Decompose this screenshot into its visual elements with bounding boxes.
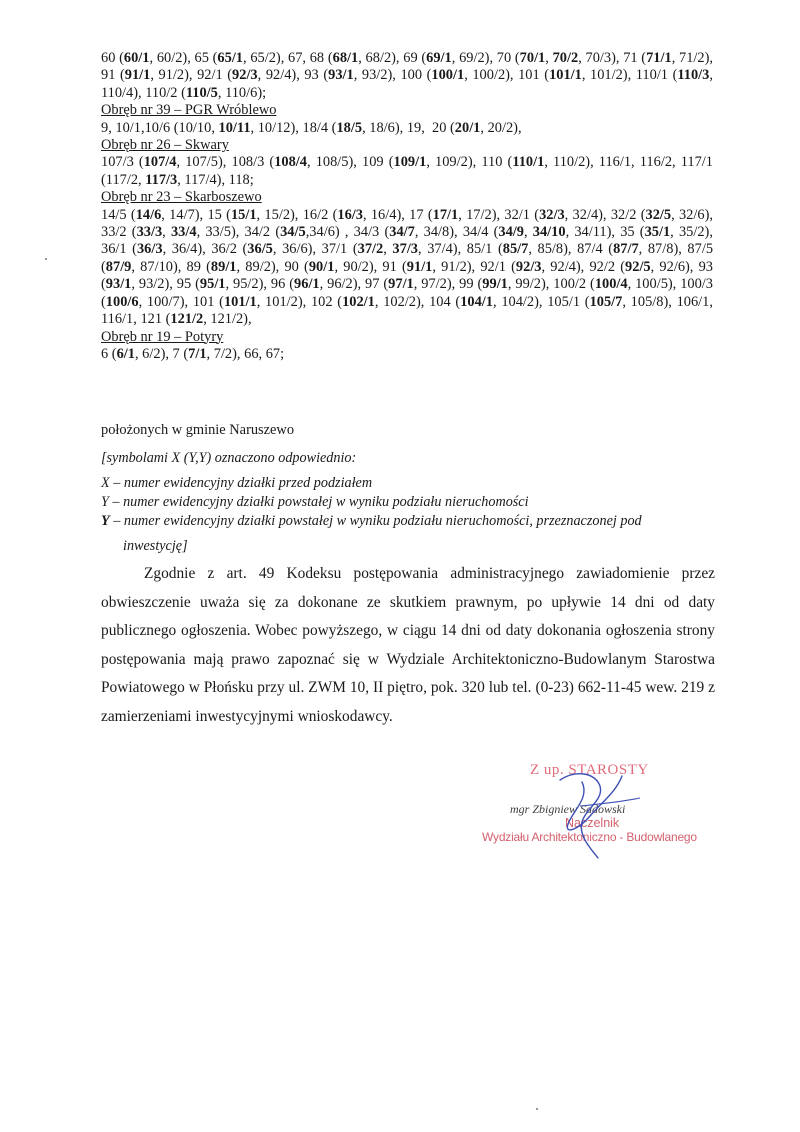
plot-number-for-investment: 110/5 <box>185 84 218 101</box>
plot-number-for-investment: 92/5 <box>625 258 651 275</box>
plot-number-for-investment: 60/1 <box>123 50 150 66</box>
plot-number-for-investment: 99/1 <box>482 276 508 293</box>
plot-number-for-investment: 68/1 <box>332 50 359 66</box>
plot-number-for-investment: 92/3 <box>232 67 258 84</box>
plot-number-for-investment: 34/9 <box>498 224 524 241</box>
plot-number-for-investment: 16/3 <box>337 206 363 223</box>
plot-number-for-investment: 96/1 <box>294 276 320 293</box>
plot-numbers-line: 107/3 (107/4, 107/5), 108/3 (108/4, 108/5), 109 (109/1, 109/2), 110 (110/1, 110/2), 116/1, 116/2, 117/1 (117/2, 117/3, 117/4), 118; <box>101 154 713 188</box>
plot-number-for-investment: 87/7 <box>613 241 639 258</box>
plot-numbers-line: 6 (6/1, 6/2), 7 (7/1, 7/2), 66, 67; <box>101 345 285 362</box>
plot-number-for-investment: 117/3 <box>145 171 178 188</box>
location-line: położonych w gminie Naruszewo <box>101 422 295 438</box>
plot-number-for-investment: 93/1 <box>105 276 132 293</box>
legend-intro: [symbolami X (Y,Y) oznaczono odpowiednio: <box>101 450 357 466</box>
plot-number-for-investment: 100/1 <box>431 67 465 84</box>
plot-number-for-investment: 108/4 <box>274 154 307 171</box>
stamp-position: Naczelnik <box>565 816 620 830</box>
plot-number-for-investment: 91/1 <box>124 67 151 84</box>
plot-number-for-investment: 71/1 <box>646 50 672 66</box>
plot-number-for-investment: 95/1 <box>199 276 226 293</box>
plot-number-for-investment: 6/1 <box>116 345 135 362</box>
plot-number-for-investment: 14/6 <box>135 206 162 223</box>
legend-y-bold-label: Y <box>101 513 110 529</box>
plot-number-for-investment: 36/5 <box>247 241 273 258</box>
plot-numbers-line: 60 (60/1, 60/2), 65 (65/1, 65/2), 67, 68 (68/1, 68/2), 69 (69/1, 69/2), 70 (70/1, 70/2, 70/3), 71 (71/1, 71/2), 91 (91/1, 91/2), 92/1 (92/3, 92/4), 93 (93/1, 93/2), 100 (100/1, 100/2), 101 (101/1, 101/2), 110/1 (110/3, 110/4), 110/2 (110/5, 110/6); <box>101 50 713 101</box>
plot-number-for-investment: 102/1 <box>342 293 375 310</box>
plot-number-for-investment: 34/10 <box>532 224 566 241</box>
legend-y-bold-text: – numer ewidencyjny działki powstałej w wyniku podziału nieruchomości, przeznaczonej pod <box>109 513 642 529</box>
plot-number-for-investment: 105/7 <box>589 293 623 310</box>
plot-number-for-investment: 18/5 <box>336 119 363 136</box>
scan-speck <box>45 258 47 260</box>
plot-number-for-investment: 33/3 <box>136 224 163 241</box>
legend-y-bold-line <box>101 512 715 531</box>
symbol-legend <box>101 449 715 556</box>
plot-number-for-investment: 100/4 <box>594 276 628 293</box>
plot-number-for-investment: 89/1 <box>210 258 237 275</box>
plot-number-for-investment: 90/1 <box>308 258 335 275</box>
plot-number-for-investment: 35/1 <box>644 224 671 241</box>
plot-number-for-investment: 37/3 <box>392 241 419 258</box>
plot-number-for-investment: 107/4 <box>143 154 177 171</box>
plot-number-for-investment: 32/5 <box>645 206 672 223</box>
plot-number-for-investment: 93/1 <box>328 67 354 84</box>
plot-number-for-investment: 110/1 <box>512 154 545 171</box>
notice-paragraph-block <box>101 560 715 732</box>
plot-number-for-investment: 17/1 <box>432 206 459 223</box>
plot-number-for-investment: 10/11 <box>218 119 251 136</box>
plot-number-for-investment: 104/1 <box>460 293 493 310</box>
legend-x-line: X – numer ewidencyjny działki przed podziałem <box>101 475 373 491</box>
plot-number-for-investment: 7/1 <box>188 345 207 362</box>
precinct-heading: Obręb nr 26 – Skwary <box>101 137 229 154</box>
handwritten-signature <box>520 762 660 862</box>
scan-speck <box>536 1108 538 1110</box>
legend-y-bold-continuation: inwestycję] <box>123 538 188 554</box>
precinct-heading: Obręb nr 39 – PGR Wróblewo <box>101 102 277 119</box>
plot-number-for-investment: 69/1 <box>426 50 452 66</box>
plot-number-for-investment: 34/5 <box>280 224 306 241</box>
plot-number-for-investment: 100/6 <box>105 293 139 310</box>
plot-number-for-investment: 36/3 <box>136 241 163 258</box>
plot-number-for-investment: 101/1 <box>223 293 257 310</box>
stamp-authorization: Z up. STAROSTY <box>530 762 649 778</box>
notice-paragraph: Zgodnie z art. 49 Kodeksu postępowania administracyjnego zawiadomienie przez obwieszczenie uważa się za dokonane ze skutkiem prawnym, po upływie 14 dni od daty publicznego ogłoszenia. Wobec powyższego, w ciągu 14 dni od daty dokonania ogłoszenia strony postępowania mają prawo zapoznać się w Wydziale Architektoniczno-Budowlanym Starostwa Powiatowego w Płońsku przy ul. ZWM 10, II piętro, pok. 320 lub tel. (0-23) 662-11-45 wew. 219 z zamierzeniami inwestycyjnymi wnioskodawcy. <box>101 565 715 725</box>
plot-numbers-line: 9, 10/1,10/6 (10/10, 10/11, 10/12), 18/4 (18/5, 18/6), 19, 20 (20/1, 20/2), <box>101 119 522 136</box>
plot-number-for-investment: 92/3 <box>515 258 542 275</box>
plot-number-for-investment: 33/4 <box>170 224 197 241</box>
plot-number-for-investment: 110/3 <box>677 67 710 84</box>
plot-number-for-investment: 101/1 <box>549 67 582 84</box>
plot-number-for-investment: 121/2 <box>170 311 204 328</box>
precinct-heading: Obręb nr 19 – Potyry <box>101 328 224 345</box>
plot-number-for-investment: 97/1 <box>388 276 414 293</box>
plot-number-for-investment: 32/3 <box>539 206 565 223</box>
plot-number-for-investment: 70/2 <box>552 50 579 66</box>
plot-number-for-investment: 37/2 <box>357 241 384 258</box>
plot-number-for-investment: 70/1 <box>519 50 546 66</box>
plot-number-for-investment: 65/1 <box>217 50 244 66</box>
stamp-department: Wydziału Architektoniczno - Budowlanego <box>482 830 697 844</box>
plot-number-for-investment: 109/1 <box>393 154 427 171</box>
plot-number-for-investment: 85/7 <box>502 241 529 258</box>
stamp-signatory-name: mgr Zbigniew Sadowski <box>510 802 626 816</box>
precinct-heading: Obręb nr 23 – Skarboszewo <box>101 189 262 206</box>
legend-y-line: Y – numer ewidencyjny działki powstałej w wyniku podziału nieruchomości <box>101 494 529 510</box>
plot-number-for-investment: 87/9 <box>105 258 132 275</box>
plot-number-for-investment: 91/1 <box>406 258 433 275</box>
plot-number-for-investment: 15/1 <box>230 206 257 223</box>
plot-number-for-investment: 34/7 <box>389 224 415 241</box>
plot-list <box>101 50 713 363</box>
plot-number-for-investment: 20/1 <box>454 119 481 136</box>
plot-numbers-line: 14/5 (14/6, 14/7), 15 (15/1, 15/2), 16/2 (16/3, 16/4), 17 (17/1, 17/2), 32/1 (32/3, 32/4), 32/2 (32/5, 32/6), 33/2 (33/3, 33/4, 33/5), 34/2 (34/5,34/6) , 34/3 (34/7, 34/8), 34/4 (34/9, 34/10, 34/11), 35 (35/1, 35/2), 36/1 (36/3, 36/4), 36/2 (36/5, 36/6), 37/1 (37/2, 37/3, 37/4), 85/1 (85/7, 85/8), 87/4 (87/7, 87/8), 87/5 (87/9, 87/10), 89 (89/1, 89/2), 90 (90/1, 90/2), 91 (91/1, 91/2), 92/1 (92/3, 92/4), 92/2 (92/5, 92/6), 93 (93/1, 93/2), 95 (95/1, 95/2), 96 (96/1, 96/2), 97 (97/1, 97/2), 99 (99/1, 99/2), 100/2 (100/4, 100/5), 100/3 (100/6, 100/7), 101 (101/1, 101/2), 102 (102/1, 102/2), 104 (104/1, 104/2), 105/1 (105/7, 105/8), 106/1, 116/1, 121 (121/2, 121/2), <box>101 206 714 328</box>
